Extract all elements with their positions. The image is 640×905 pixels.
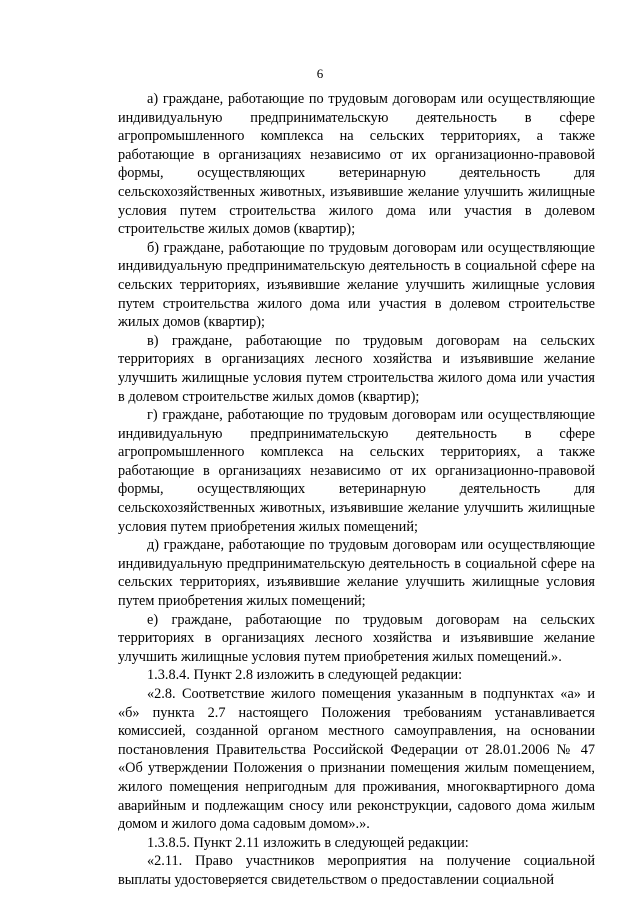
page-number: 6 — [316, 66, 324, 81]
document-body — [118, 90, 595, 890]
paragraph-g: г) граждане, работающие по трудовым договорам или осуществляющие индивидуальную предпринимательскую деятельность в сфере агропромышленного комплекса на сельских территориях, а также работающие в организациях независимо от их организационно-правовой формы, осуществляющих ветеринарную деятельность для сельскохозяйственных животных, изъявившие желание улучшить жилищные условия путем приобретения жилых помещений; — [118, 407, 595, 535]
paragraph-v: в) граждане, работающие по трудовым договорам на сельских территориях в организациях лесного хозяйства и изъявившие желание улучшить жилищные условия путем строительства жилого дома или участия в долевом строительстве жилых домов (квартир); — [118, 332, 595, 405]
paragraph-b: б) граждане, работающие по трудовым договорам или осуществляющие индивидуальную предпринимательскую деятельность в социальной сфере на сельских территориях, изъявившие желание улучшить жилищные условия путем строительства жилого дома или участия в долевом строительстве жилых домов (квартир); — [118, 239, 595, 331]
paragraph-2-11: «2.11. Право участников мероприятия на получение социальной выплаты удостоверяется свидетельством о предоставлении социальной — [118, 853, 595, 888]
paragraph-1-3-8-5: 1.3.8.5. Пункт 2.11 изложить в следующей редакции: — [147, 834, 469, 851]
paragraph-2-8: «2.8. Соответствие жилого помещения указанным в подпунктах «а» и «б» пункта 2.7 настоящего Положения требованиям устанавливается комиссией, созданной органом местного самоуправления, на основании постановления Правительства Российской Федерации от 28.01.2006 № 47 «Об утверждении Положения о признании помещения жилым помещением, жилого помещения непригодным для проживания, многоквартирного дома аварийным и подлежащим сносу или реконструкции, садового дома жилым домом и жилого дома садовым домом».». — [118, 686, 595, 833]
paragraph-a: а) граждане, работающие по трудовым договорам или осуществляющие индивидуальную предпринимательскую деятельность в сфере агропромышленного комплекса на сельских территориях, а также работающие в организациях независимо от их организационно-правовой формы, осуществляющих ветеринарную деятельность для сельскохозяйственных животных, изъявившие желание улучшить жилищные условия путем строительства жилого дома или участия в долевом строительстве жилых домов (квартир); — [118, 91, 595, 238]
paragraph-e: е) граждане, работающие по трудовым договорам на сельских территориях в организациях лесного хозяйства и изъявившие желание улучшить жилищные условия путем приобретения жилых помещений.». — [118, 611, 595, 665]
paragraph-d: д) граждане, работающие по трудовым договорам или осуществляющие индивидуальную предпринимательскую деятельность в социальной сфере на сельских территориях, изъявившие желание улучшить жилищные условия путем приобретения жилых помещений; — [118, 537, 595, 610]
paragraph-1-3-8-4: 1.3.8.4. Пункт 2.8 изложить в следующей редакции: — [147, 667, 463, 684]
